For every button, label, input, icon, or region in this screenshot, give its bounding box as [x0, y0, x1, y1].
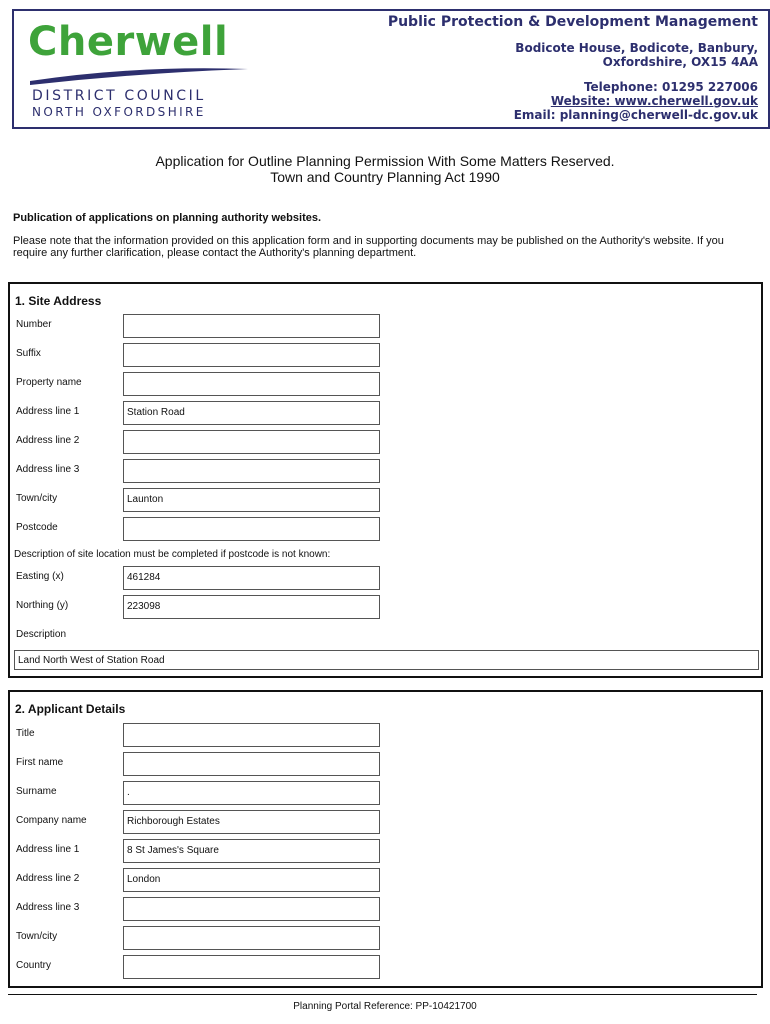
field-label: Property name	[16, 377, 82, 388]
easting-field[interactable]: 461284	[123, 566, 380, 590]
address-line-3-field[interactable]	[123, 897, 380, 921]
field-label: Easting (x)	[16, 571, 64, 582]
first-name-field[interactable]	[123, 752, 380, 776]
field-label: Postcode	[16, 522, 58, 533]
field-label: First name	[16, 757, 64, 768]
council-contact	[514, 80, 758, 122]
country-field[interactable]	[123, 955, 380, 979]
publication-text: Please note that the information provided on this application form and in supporting documents may be published on the Authority's website. If you require any further clarification, please contact the Authority's planning department.	[13, 235, 724, 259]
council-address: Bodicote House, Bodicote, Banbury, Oxfordshire, OX15 4AA	[515, 41, 758, 69]
logo-district-council: DISTRICT COUNCIL	[32, 88, 206, 104]
field-label: Address line 1	[16, 406, 80, 417]
section-title: 2. Applicant Details	[15, 702, 126, 716]
field-label: Town/city	[16, 931, 58, 942]
website-link[interactable]: Website: www.cherwell.gov.uk	[550, 94, 758, 108]
field-label: Address line 2	[16, 873, 80, 884]
field-label: Company name	[16, 815, 87, 826]
logo-north-oxfordshire: NORTH OXFORDSHIRE	[32, 105, 206, 119]
address-line-2-field[interactable]	[123, 430, 380, 454]
field-label: Address line 3	[16, 902, 80, 913]
field-label: Title	[16, 728, 35, 739]
town-city-field[interactable]: Launton	[123, 488, 380, 512]
location-note: Description of site location must be completed if postcode is not known:	[14, 549, 331, 560]
address-line-2-field[interactable]: London	[123, 868, 380, 892]
field-label: Town/city	[16, 493, 58, 504]
address-line-3-field[interactable]	[123, 459, 380, 483]
section-title: 1. Site Address	[15, 294, 102, 308]
applicant-details-section	[8, 690, 763, 988]
form-title: Application for Outline Planning Permission With Some Matters Reserved. Town and Country Planning Act 1990	[155, 153, 615, 185]
footer-reference: Planning Portal Reference: PP-10421700	[293, 1001, 477, 1012]
field-label: Northing (y)	[16, 600, 69, 611]
property-name-field[interactable]	[123, 372, 380, 396]
field-label: Country	[16, 960, 52, 971]
footer-divider	[8, 994, 757, 995]
surname-field[interactable]: .	[123, 781, 380, 805]
site-address-section	[8, 282, 763, 678]
field-label: Address line 2	[16, 435, 80, 446]
address-line-1-field[interactable]: Station Road	[123, 401, 380, 425]
number-field[interactable]	[123, 314, 380, 338]
email-link[interactable]: Email: planning@cherwell-dc.gov.uk	[513, 108, 758, 122]
northing-field[interactable]: 223098	[123, 595, 380, 619]
field-label: Surname	[16, 786, 57, 797]
postcode-field[interactable]	[123, 517, 380, 541]
address-line-1-field[interactable]: 8 St James's Square	[123, 839, 380, 863]
council-header	[12, 9, 770, 129]
town-city-field[interactable]	[123, 926, 380, 950]
title-field[interactable]	[123, 723, 380, 747]
logo-swoosh-icon	[28, 61, 250, 85]
field-label: Address line 3	[16, 464, 80, 475]
department-name: Public Protection & Development Management	[387, 14, 758, 30]
field-label: Suffix	[16, 348, 41, 359]
telephone: Telephone: 01295 227006	[583, 80, 758, 94]
field-label: Description	[16, 629, 67, 640]
description-field[interactable]: Land North West of Station Road	[14, 650, 759, 670]
council-logo: Cherwell	[28, 19, 229, 65]
field-label: Number	[16, 319, 52, 330]
publication-heading: Publication of applications on planning authority websites.	[13, 212, 322, 224]
field-label: Address line 1	[16, 844, 80, 855]
company-name-field[interactable]: Richborough Estates	[123, 810, 380, 834]
suffix-field[interactable]	[123, 343, 380, 367]
